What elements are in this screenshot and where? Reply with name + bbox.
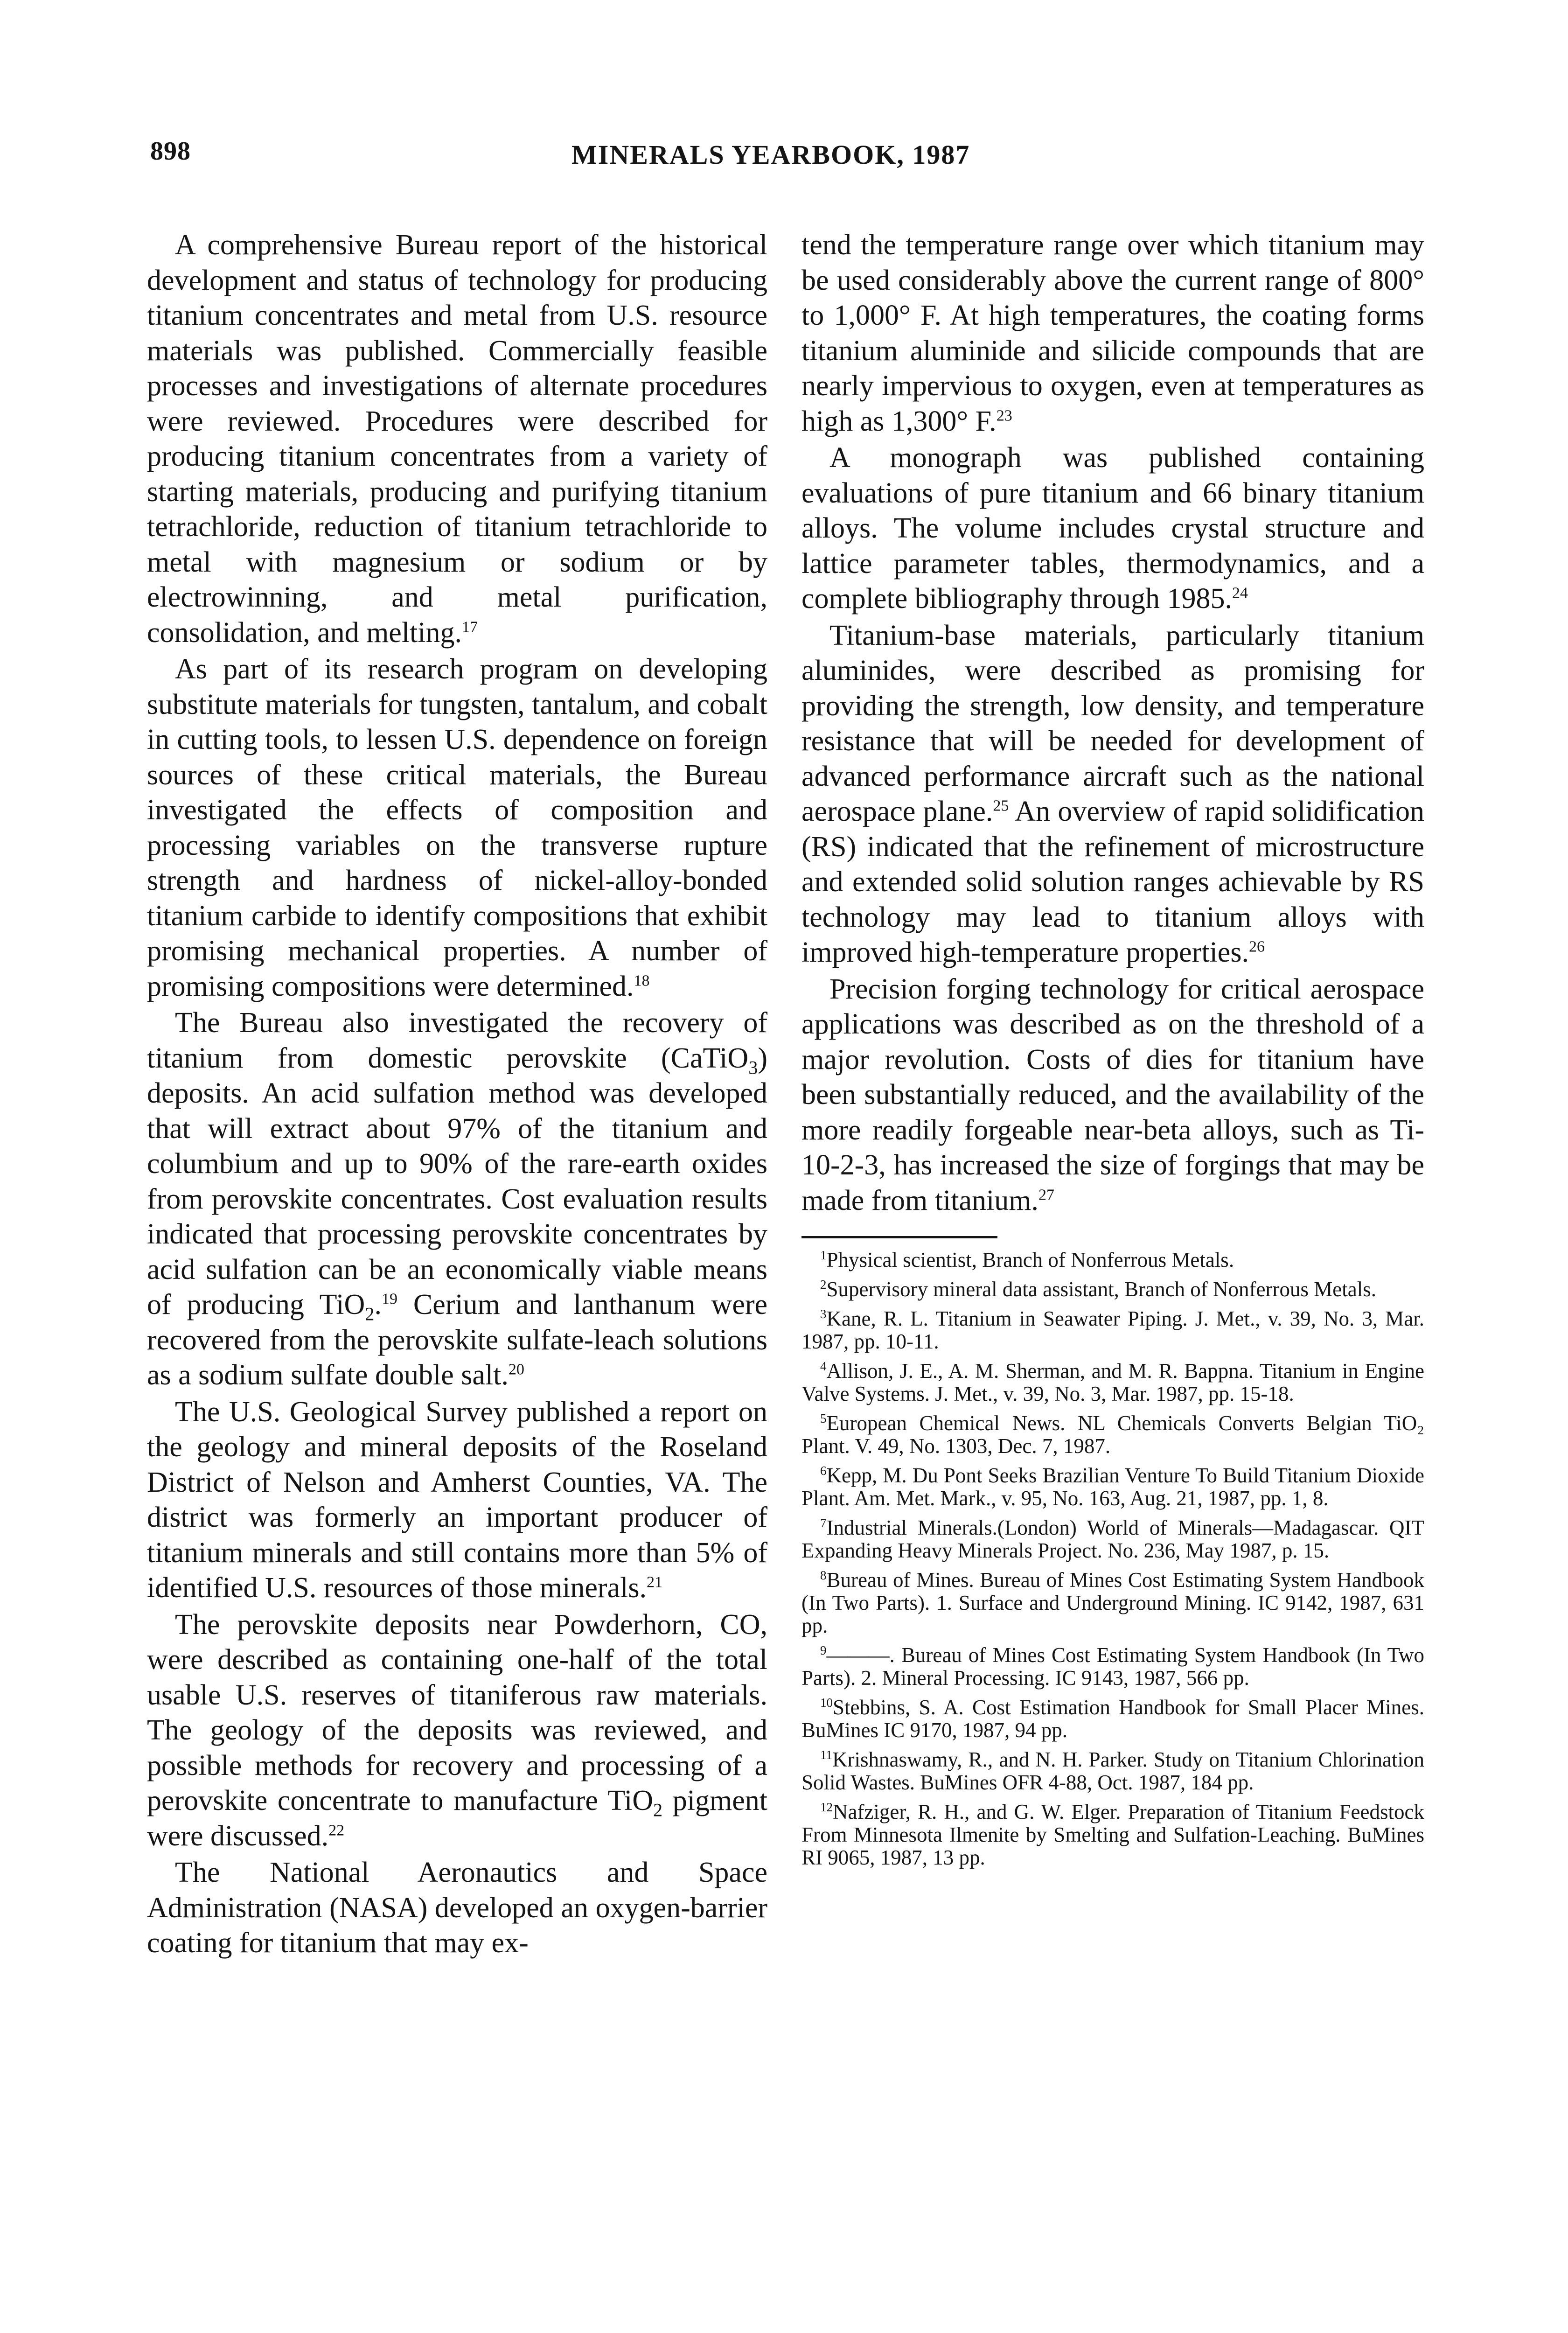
footnote-1: $^1$Physical scientist, Branch of Nonferrous Metals. [820, 1248, 1234, 1271]
paragraph-perovskite-recovery: The Bureau also investigated the recovery of titanium from domestic perovskite (CaTiO$_3$) deposits. An acid sulfation method was developed that will extract about 97% of the titanium and columbium and up to 90% of the rare-earth oxides from perovskite concentrates. Cost evaluation results indicated that processing perovskite concentrates by acid sulfation can be an economically viable means of producing TiO$_2$.$^{19}$ Cerium and lanthanum were recovered from the perovskite sulfate-leach solutions as a sodium sulfate double salt.$^{20}$ [147, 1007, 767, 1391]
paragraph-cutting-tools: As part of its research program on developing substitute materials for tungsten, tantalum, and cobalt in cutting tools, to lessen U.S. dependence on foreign sources of these critical materials, the Bureau investigated the effects of composition and processing variables on the transverse rupture strength and hardness of nickel-alloy-bonded titanium carbide to identify compositions that exhibit promising mechanical properties. A number of promising compositions were determined.$^{18}$ [147, 653, 767, 1002]
footnote-3: $^3$Kane, R. L. Titanium in Seawater Piping. J. Met., v. 39, No. 3, Mar. 1987, pp. 10-11. [801, 1307, 1424, 1353]
paragraph-monograph: A monograph was published containing evaluations of pure titanium and 66 binary titanium alloys. The volume includes crystal structure and lattice parameter tables, thermodynamics, and a complete bibliography through 1985.24 [801, 442, 1424, 615]
page-header [0, 136, 1568, 178]
running-title: MINERALS YEARBOOK, 1987 [571, 140, 970, 170]
right-column [801, 228, 1424, 1876]
paragraph-precision-forging: Precision forging technology for critical aerospace applications was described as on the threshold of a major revolution. Costs of dies for titanium have been substantially reduced, and the availability of the more readily forgeable near-beta alloys, such as Ti-10-2-3, has increased the size of forgings that may be made from titanium.$^{27}$ [801, 973, 1424, 1216]
footnote-ref: 18 [634, 971, 650, 989]
footnote-2: $^2$Supervisory mineral data assistant, Branch of Nonferrous Metals. [820, 1278, 1376, 1301]
footnote-7: $^7$Industrial Minerals.(London) World of Minerals—Madagascar. QIT Expanding Heavy Minerals Project. No. 236, May 1987, p. 15. [801, 1516, 1424, 1562]
footnote-divider [801, 1236, 997, 1238]
paragraph-nasa-continued: tend the temperature range over which titanium may be used considerably above the current range of 800° to 1,000° F. At high temperatures, the coating forms titanium aluminide and silicide compounds that are nearly impervious to oxygen, even at temperatures as high as 1,300° F.$^{23}$ [801, 229, 1424, 437]
paragraph-nasa-coating: The National Aeronautics and Space Administration (NASA) developed an oxygen-barrier coating for titanium that may ex- [147, 1857, 767, 1959]
paragraph-usgs-report: The U.S. Geological Survey published a report on the geology and mineral deposits of the Roseland District of Nelson and Amherst Counties, VA. The district was formerly an important producer of titanium minerals and still contains more than 5% of identified U.S. resources of those minerals.$^{21}$ [147, 1396, 767, 1604]
footnote-ref: 23 [996, 406, 1012, 424]
footnote-11: $^{11}$Krishnaswamy, R., and N. H. Parker. Study on Titanium Chlorination Solid Wastes. BuMines OFR 4-88, Oct. 1987, 184 pp. [801, 1748, 1424, 1794]
footnote-8: $^8$Bureau of Mines. Bureau of Mines Cost Estimating System Handbook (In Two Parts). 1. Surface and Underground Mining. IC 9142, 1987, 631 pp. [801, 1568, 1424, 1637]
footnote-10: $^{10}$Stebbins, S. A. Cost Estimation Handbook for Small Placer Mines. BuMines IC 9170, 1987, 94 pp. [801, 1696, 1424, 1742]
paragraph-bureau-report: A comprehensive Bureau report of the historical development and status of technology for producing titanium concentrates and metal from U.S. resource materials was published. Commercially feasible processes and investigations of alternate procedures were reviewed. Procedures were described for producing titanium concentrates from a variety of starting materials, producing and purifying titanium tetrachloride, reduction of titanium tetrachloride to metal with magnesium or sodium or by electrowinning, and metal purification, consolidation, and melting.$^{17}$ [147, 229, 767, 649]
footnote-ref: 19 [381, 1290, 398, 1308]
paragraph-titanium-aluminides: Titanium-base materials, particularly titanium aluminides, were described as promising for providing the strength, low density, and temperature resistance that will be needed for development of advanced performance aircraft such as the national aerospace plane.$^{25}$ An overview of rapid solidification (RS) indicated that the refinement of microstructure and extended solid solution ranges achievable by RS technology may lead to titanium alloys with improved high-temperature properties.$^{26}$ [801, 619, 1424, 968]
footnote-4: $^4$Allison, J. E., A. M. Sherman, and M. R. Bappna. Titanium in Engine Valve Systems. J. Met., v. 39, No. 3, Mar. 1987, pp. 15-18. [801, 1359, 1424, 1405]
footnote-ref: 17 [462, 618, 478, 636]
page-number: 898 [150, 137, 191, 166]
footnote-6: $^6$Kepp, M. Du Pont Seeks Brazilian Venture To Build Titanium Dioxide Plant. Am. Met. Mark., v. 95, No. 163, Aug. 21, 1987, pp. 1, 8. [801, 1464, 1424, 1510]
footnote-ref: 21 [646, 1573, 663, 1591]
footnote-ref: 27 [1038, 1186, 1055, 1203]
footnote-ref: 20 [508, 1361, 524, 1378]
footnotes [801, 1249, 1424, 1869]
footnote-ref: 25 [993, 797, 1009, 815]
footnote-9: $^9$———. Bureau of Mines Cost Estimating System Handbook (In Two Parts). 2. Mineral Processing. IC 9143, 1987, 566 pp. [801, 1643, 1424, 1690]
footnote-ref: 26 [1248, 938, 1265, 956]
footnote-5: $^5$European Chemical News. NL Chemicals Converts Belgian TiO₂ Plant. V. 49, No. 1303, Dec. 7, 1987. [801, 1411, 1424, 1458]
left-column [147, 228, 767, 1963]
footnote-ref: 24 [1232, 584, 1248, 602]
footnote-ref: 22 [328, 1821, 345, 1839]
footnote-12: $^{12}$Nafziger, R. H., and G. W. Elger. Preparation of Titanium Feedstock From Minnesota Ilmenite by Smelting and Sulfation-Leaching. BuMines RI 9065, 1987, 13 pp. [801, 1800, 1424, 1869]
paragraph-powderhorn: The perovskite deposits near Powderhorn, CO, were described as containing one-half of the total usable U.S. reserves of titaniferous raw materials. The geology of the deposits was reviewed, and possible methods for recovery and processing of a perovskite concentrate to manufacture TiO$_2$ pigment were discussed.$^{22}$ [147, 1608, 767, 1852]
